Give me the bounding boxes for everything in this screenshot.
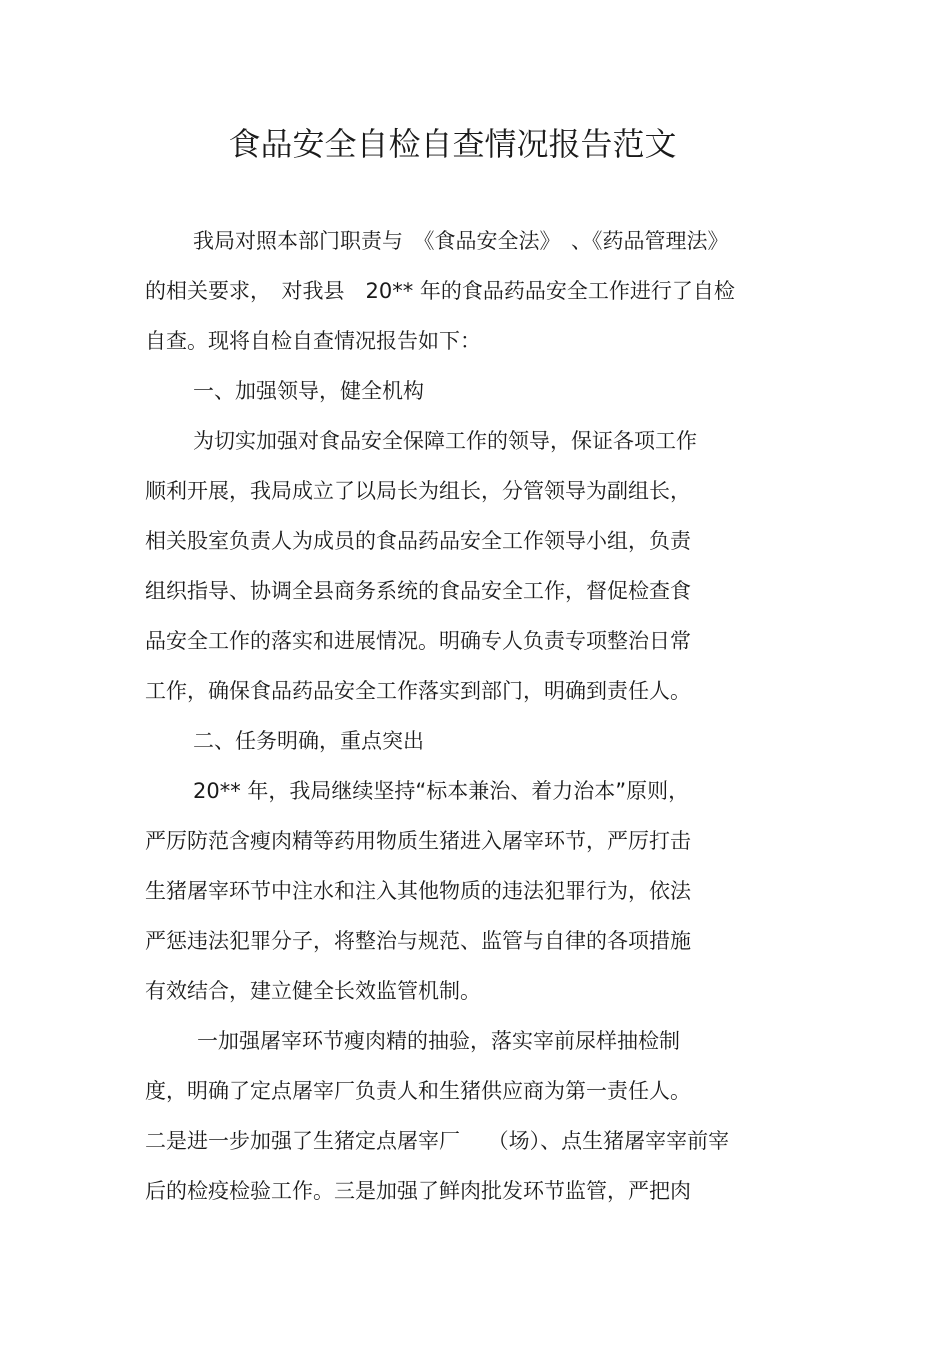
- section-heading: 一、加强领导，健全机构: [193, 379, 424, 403]
- paragraph-line: 严惩违法犯罪分子，将整治与规范、监管与自律的各项措施: [145, 929, 691, 953]
- paragraph-line: 相关股室负责人为成员的食品药品安全工作领导小组，负责: [145, 529, 691, 553]
- paragraph-line: 生猪屠宰环节中注水和注入其他物质的违法犯罪行为，依法: [145, 879, 691, 903]
- paragraph-line: 工作，确保食品药品安全工作落实到部门，明确到责任人。: [145, 679, 691, 703]
- paragraph-line: 20** 年，我局继续坚持“标本兼治、着力治本”原则，: [193, 779, 690, 803]
- paragraph-line: 度，明确了定点屠宰厂负责人和生猪供应商为第一责任人。: [145, 1079, 691, 1103]
- paragraph-line: 后的检疫检验工作。三是加强了鲜肉批发环节监管，严把肉: [145, 1179, 691, 1203]
- paragraph-line: 严厉防范含瘦肉精等药用物质生猪进入屠宰环节，严厉打击: [145, 829, 691, 853]
- paragraph-line: 二是进一步加强了生猪定点屠宰厂 （场）、点生猪屠宰宰前宰: [145, 1129, 730, 1153]
- paragraph-line: 组织指导、协调全县商务系统的食品安全工作，督促检查食: [145, 579, 691, 603]
- section-heading: 二、任务明确，重点突出: [193, 729, 424, 753]
- paragraph-line: 的相关要求， 对我县 20** 年的食品药品安全工作进行了自检: [145, 279, 735, 303]
- document-title: 食品安全自检自查情况报告范文: [228, 125, 677, 163]
- paragraph-line: 一加强屠宰环节瘦肉精的抽验，落实宰前尿样抽检制: [197, 1029, 680, 1053]
- paragraph-line: 顺利开展，我局成立了以局长为组长，分管领导为副组长，: [145, 479, 691, 503]
- paragraph-line: 自查。现将自检自查情况报告如下：: [145, 329, 481, 353]
- paragraph-line: 有效结合，建立健全长效监管机制。: [145, 979, 481, 1003]
- paragraph-line: 我局对照本部门职责与 《食品安全法》 、《药品管理法》: [193, 229, 729, 253]
- paragraph-line: 品安全工作的落实和进展情况。明确专人负责专项整治日常: [145, 629, 691, 653]
- paragraph-line: 为切实加强对食品安全保障工作的领导，保证各项工作: [193, 429, 697, 453]
